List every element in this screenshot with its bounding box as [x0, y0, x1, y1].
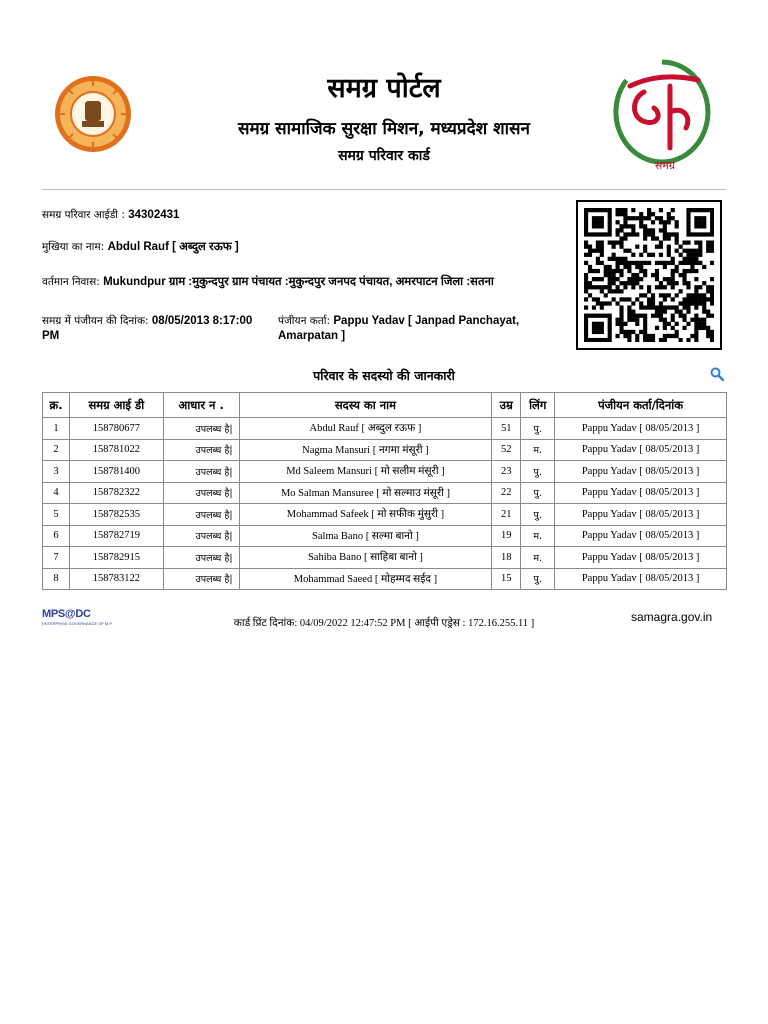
cell-registrar-date: Pappu Yadav [ 08/05/2013 ] [555, 461, 727, 483]
cell-samagra-id: 158782535 [69, 504, 163, 526]
registrar-value-line2: Amarpatan ] [278, 330, 346, 342]
site-url: samagra.gov.in [631, 610, 713, 624]
cell-age: 19 [492, 525, 521, 547]
cell-serial: 7 [43, 547, 70, 569]
cell-serial: 4 [43, 482, 70, 504]
cell-serial: 6 [43, 525, 70, 547]
cell-gender: पु. [521, 568, 555, 590]
cell-aadhaar: उपलब्ध है| [163, 418, 239, 440]
address-row [42, 275, 494, 290]
cell-gender: म. [521, 525, 555, 547]
cell-serial: 5 [43, 504, 70, 526]
cell-samagra-id: 158783122 [69, 568, 163, 590]
cell-registrar-date: Pappu Yadav [ 08/05/2013 ] [555, 439, 727, 461]
cell-samagra-id: 158782322 [69, 482, 163, 504]
col-header-registrar-date: पंजीयन कर्ता/दिनांक [555, 393, 727, 418]
family-id-row [42, 208, 179, 223]
address-value: Mukundpur ग्राम :मुकुन्दपुर ग्राम पंचायत :मुकुन्दपुर जनपद पंचायत, अमरपाटन जिला :सतना [103, 276, 494, 288]
table-header-row [43, 393, 727, 418]
reg-date-suffix: PM [42, 330, 60, 342]
cell-registrar-date: Pappu Yadav [ 08/05/2013 ] [555, 568, 727, 590]
address-label: वर्तमान निवास: [42, 276, 100, 288]
col-header-aadhaar: आधार न . [163, 393, 239, 418]
head-row [42, 240, 239, 255]
cell-age: 15 [492, 568, 521, 590]
col-header-samagra-id: समग्र आई डी [69, 393, 163, 418]
table-row [43, 525, 727, 547]
head-name-value: Abdul Rauf [ अब्दुल रऊफ ] [107, 241, 239, 253]
cell-aadhaar: उपलब्ध है| [163, 568, 239, 590]
cell-aadhaar: उपलब्ध है| [163, 439, 239, 461]
cell-registrar-date: Pappu Yadav [ 08/05/2013 ] [555, 418, 727, 440]
cell-aadhaar: उपलब्ध है| [163, 547, 239, 569]
card-title: समग्र परिवार कार्ड [338, 148, 430, 164]
cell-age: 23 [492, 461, 521, 483]
cell-aadhaar: उपलब्ध है| [163, 482, 239, 504]
cell-age: 18 [492, 547, 521, 569]
cell-gender: पु. [521, 504, 555, 526]
family-id-label: समग्र परिवार आईडी : [42, 209, 125, 221]
cell-age: 52 [492, 439, 521, 461]
cell-member-name: Abdul Rauf [ अब्दुल रऊफ ] [239, 418, 492, 440]
cell-samagra-id: 158782915 [69, 547, 163, 569]
cell-serial: 1 [43, 418, 70, 440]
cell-samagra-id: 158780677 [69, 418, 163, 440]
cell-age: 22 [492, 482, 521, 504]
cell-member-name: Md Saleem Mansuri [ मो सलीम मंसूरी ] [239, 461, 492, 483]
table-row [43, 504, 727, 526]
header-divider [42, 189, 726, 190]
page-title: समग्र पोर्टल [327, 73, 441, 104]
reg-date-row [42, 314, 272, 344]
col-header-serial: क्र. [43, 393, 70, 418]
cell-age: 51 [492, 418, 521, 440]
cell-gender: पु. [521, 418, 555, 440]
samagra-logo-caption: समग्र [654, 159, 676, 172]
cell-gender: पु. [521, 461, 555, 483]
cell-member-name: Sahiba Bano [ साहिबा बानो ] [239, 547, 492, 569]
cell-samagra-id: 158781400 [69, 461, 163, 483]
cell-registrar-date: Pappu Yadav [ 08/05/2013 ] [555, 547, 727, 569]
table-row [43, 461, 727, 483]
mpsedc-logo-subtext: ENTERPRISE GOVERNANCE OF M.P. [42, 621, 113, 626]
cell-registrar-date: Pappu Yadav [ 08/05/2013 ] [555, 504, 727, 526]
cell-gender: पु. [521, 482, 555, 504]
table-row [43, 418, 727, 440]
family-id-value: 34302431 [128, 209, 180, 221]
cell-serial: 8 [43, 568, 70, 590]
cell-samagra-id: 158781022 [69, 439, 163, 461]
cell-aadhaar: उपलब्ध है| [163, 461, 239, 483]
cell-serial: 2 [43, 439, 70, 461]
cell-member-name: Nagma Mansuri [ नगमा मंसूरी ] [239, 439, 492, 461]
cell-samagra-id: 158782719 [69, 525, 163, 547]
col-header-gender: लिंग [521, 393, 555, 418]
cell-registrar-date: Pappu Yadav [ 08/05/2013 ] [555, 482, 727, 504]
head-label: मुखिया का नाम: [42, 241, 105, 253]
reg-date-value: 08/05/2013 8:17:00 [151, 315, 253, 327]
reg-date-label: समग्र में पंजीयन की दिनांक: [42, 315, 149, 327]
cell-member-name: Salma Bano [ सल्मा बानो ] [239, 525, 492, 547]
qr-code [576, 200, 722, 350]
members-table [42, 392, 727, 590]
cell-registrar-date: Pappu Yadav [ 08/05/2013 ] [555, 525, 727, 547]
table-row [43, 482, 727, 504]
table-row [43, 439, 727, 461]
col-header-age: उम्र [492, 393, 521, 418]
table-row [43, 568, 727, 590]
cell-age: 21 [492, 504, 521, 526]
cell-member-name: Mohammad Saeed [ मोहम्मद सईद ] [239, 568, 492, 590]
members-title: परिवार के सदस्यो की जानकारी [313, 368, 455, 383]
cell-member-name: Mohammad Safeek [ मो सफीक मुंसुरी ] [239, 504, 492, 526]
mpsedc-logo: MPS@DC [42, 608, 91, 620]
cell-gender: म. [521, 547, 555, 569]
col-header-member-name: सदस्य का नाम [239, 393, 492, 418]
page-subtitle: समग्र सामाजिक सुरक्षा मिशन, मध्यप्रदेश शासन [237, 119, 530, 139]
cell-gender: म. [521, 439, 555, 461]
table-row [43, 547, 727, 569]
cell-member-name: Mo Salman Mansuree [ मो सल्माउ मंसूरी ] [239, 482, 492, 504]
cell-serial: 3 [43, 461, 70, 483]
cell-aadhaar: उपलब्ध है| [163, 525, 239, 547]
cell-aadhaar: उपलब्ध है| [163, 504, 239, 526]
registrar-value: Pappu Yadav [ Janpad Panchayat, [333, 315, 520, 327]
search-icon[interactable] [710, 366, 724, 385]
registrar-row [278, 314, 568, 344]
print-info: कार्ड प्रिंट दिनांक: 04/09/2022 12:47:52 PM [ आईपी एड्रेस : 172.16.255.11 ] [233, 618, 535, 629]
registrar-label: पंजीयन कर्ता: [278, 315, 331, 327]
